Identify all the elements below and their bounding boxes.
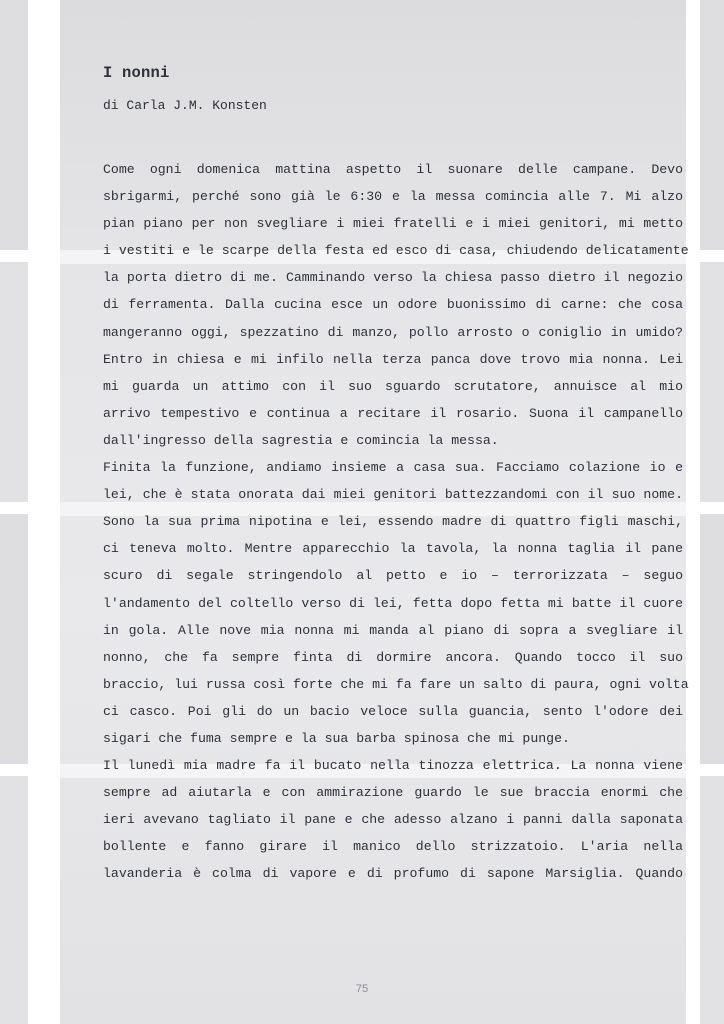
article-author: di Carla J.M. Konsten xyxy=(103,98,267,113)
text-line: in gola. Alle nove mia nonna mi manda al piano di sopra a svegliare il xyxy=(103,622,683,638)
text-line: ci teneva molto. Mentre apparecchio la tavola, la nonna taglia il pane xyxy=(103,541,683,557)
text-line: di ferramenta. Dalla cucina esce un odore buonissimo di carne: che cosa xyxy=(103,297,683,313)
text-line: bollente e fanno girare il manico dello strizzatoio. L'aria nella xyxy=(103,839,683,855)
text-line: dall'ingresso della sagrestia e comincia la messa. xyxy=(103,432,499,448)
text-line: scuro di segale stringendolo al petto e io – terrorizzata – seguo xyxy=(103,568,683,584)
article xyxy=(103,62,689,888)
text-line: Il lunedì mia madre fa il bucato nella tinozza elettrica. La nonna viene xyxy=(103,758,683,774)
text-line: ci casco. Poi gli do un bacio veloce sulla guancia, sento l'odore dei xyxy=(103,703,683,719)
text-line: Entro in chiesa e mi infilo nella terza panca dove trovo mia nonna. Lei xyxy=(103,351,683,367)
article-title: I nonni xyxy=(103,64,170,82)
text-line: l'andamento del coltello verso di lei, fetta dopo fetta mi batte il cuore xyxy=(103,595,683,611)
background-photo-edge xyxy=(700,262,724,502)
text-line: Come ogni domenica mattina aspetto il suonare delle campane. Devo xyxy=(103,162,683,177)
background-photo-edge xyxy=(700,0,724,250)
text-line: lavanderia è colma di vapore e di profumo di sapone Marsiglia. Quando xyxy=(103,866,683,882)
text-line: mangeranno oggi, spezzatino di manzo, pollo arrosto o coniglio in umido? xyxy=(103,324,683,340)
text-line: Finita la funzione, andiamo insieme a casa sua. Facciamo colazione io e xyxy=(103,460,683,476)
text-line: sbrigarmi, perché sono già le 6:30 e la messa comincia alle 7. Mi alzo xyxy=(103,189,683,205)
page-number: 75 xyxy=(355,983,369,995)
text-line: arrivo tempestivo e continua a recitare il rosario. Suona il campanello xyxy=(103,405,683,421)
background-photo-edge xyxy=(0,514,28,764)
text-line: nonno, che fa sempre finta di dormire ancora. Quando tocco il suo xyxy=(103,649,683,665)
text-line: la porta dietro di me. Camminando verso la chiesa passo dietro il negozio xyxy=(103,270,683,286)
paragraph xyxy=(103,454,689,752)
text-line: i vestiti e le scarpe della festa ed esco di casa, chiudendo delicatamente xyxy=(103,243,689,259)
text-line: pian piano per non svegliare i miei fratelli e i miei genitori, mi metto xyxy=(103,216,683,232)
background-photo-edge xyxy=(700,514,724,764)
paragraph xyxy=(103,156,689,454)
text-line: sempre ad aiutarla e con ammirazione guardo le sue braccia enormi che xyxy=(103,785,683,801)
text-line: braccio, lui russa così forte che mi fa fare un salto di paura, ogni volta xyxy=(103,676,689,692)
text-line: Sono la sua prima nipotina e lei, essendo madre di quattro figli maschi, xyxy=(103,514,683,530)
text-line: lei, che è stata onorata dai miei genitori battezzandomi con il suo nome. xyxy=(103,487,683,503)
background-photo-edge xyxy=(0,0,28,250)
text-line: ieri avevano tagliato il pane e che adesso alzano i panni dalla saponata xyxy=(103,812,683,828)
paragraph xyxy=(103,752,683,887)
article-body xyxy=(103,156,689,888)
text-line: sigari che fuma sempre e la sua barba spinosa che mi punge. xyxy=(103,730,570,746)
text-line: mi guarda un attimo con il suo sguardo scrutatore, annuisce al mio xyxy=(103,378,683,394)
background-photo-edge xyxy=(0,262,28,502)
